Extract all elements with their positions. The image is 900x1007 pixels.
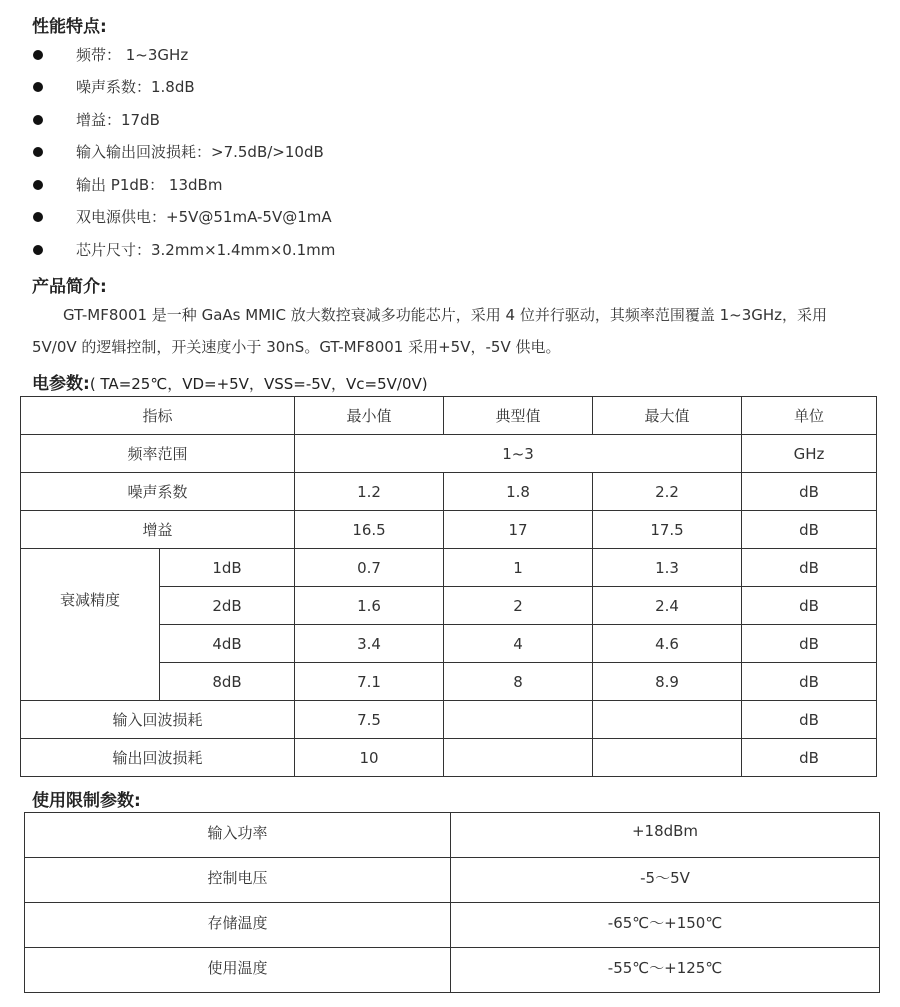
step-cell: 8dB bbox=[160, 663, 295, 701]
header-cell: 典型值 bbox=[444, 397, 593, 435]
unit-cell: dB bbox=[742, 549, 877, 587]
electrical-title: 电参数: bbox=[32, 374, 90, 394]
typ-cell: 8 bbox=[444, 663, 593, 701]
limit-label: 输入功率 bbox=[25, 813, 451, 858]
electrical-table bbox=[20, 396, 877, 777]
max-cell: 4.6 bbox=[593, 625, 742, 663]
param-label: 增益 bbox=[21, 511, 295, 549]
max-cell: 17.5 bbox=[593, 511, 742, 549]
table-row bbox=[25, 813, 880, 858]
min-cell: 16.5 bbox=[295, 511, 444, 549]
intro-paragraph: GT-MF8001 是一种 GaAs MMIC 放大数控衰减多功能芯片，采用 4 位并行驱动，其频率范围覆盖 1~3GHz，采用 5V/0V 的逻辑控制，开关速度小于 30nS。GT-MF8001 采用+5V，-5V 供电。 bbox=[32, 306, 828, 356]
limits-table bbox=[24, 812, 880, 993]
bullet-icon bbox=[33, 212, 43, 222]
table-row bbox=[25, 903, 880, 948]
param-label: 输出回波损耗 bbox=[21, 739, 295, 777]
header-cell: 最小值 bbox=[295, 397, 444, 435]
bullet-icon bbox=[33, 147, 43, 157]
min-cell: 7.5 bbox=[295, 701, 444, 739]
bullet-icon bbox=[33, 82, 43, 92]
table-row bbox=[21, 473, 877, 511]
max-cell: 8.9 bbox=[593, 663, 742, 701]
table-row bbox=[21, 511, 877, 549]
feature-text: 噪声系数：1.8dB bbox=[76, 78, 195, 96]
step-cell: 2dB bbox=[160, 587, 295, 625]
unit-cell: GHz bbox=[742, 435, 877, 473]
table-row bbox=[25, 948, 880, 993]
typ-cell: 17 bbox=[444, 511, 593, 549]
table-row bbox=[21, 701, 877, 739]
min-cell: 10 bbox=[295, 739, 444, 777]
feature-text: 频带： 1~3GHz bbox=[76, 46, 189, 64]
bullet-icon bbox=[33, 180, 43, 190]
table-row bbox=[21, 549, 877, 587]
feature-text: 增益：17dB bbox=[76, 111, 160, 129]
max-cell bbox=[593, 739, 742, 777]
param-label: 噪声系数 bbox=[21, 473, 295, 511]
unit-cell: dB bbox=[742, 739, 877, 777]
typ-cell bbox=[444, 701, 593, 739]
bullet-icon bbox=[33, 50, 43, 60]
param-label: 衰减精度 bbox=[21, 549, 160, 701]
bullet-icon bbox=[33, 115, 43, 125]
table-row bbox=[21, 435, 877, 473]
min-cell: 1.6 bbox=[295, 587, 444, 625]
limit-value: -5～5V bbox=[451, 858, 880, 903]
table-row bbox=[21, 739, 877, 777]
max-cell bbox=[593, 701, 742, 739]
header-cell: 指标 bbox=[21, 397, 295, 435]
table-header-row bbox=[21, 397, 877, 435]
param-value: 1~3 bbox=[295, 435, 742, 473]
typ-cell: 2 bbox=[444, 587, 593, 625]
feature-text: 双电源供电：+5V@51mA-5V@1mA bbox=[76, 208, 332, 226]
unit-cell: dB bbox=[742, 473, 877, 511]
param-label: 输入回波损耗 bbox=[21, 701, 295, 739]
limit-label: 存储温度 bbox=[25, 903, 451, 948]
unit-cell: dB bbox=[742, 587, 877, 625]
typ-cell bbox=[444, 739, 593, 777]
unit-cell: dB bbox=[742, 511, 877, 549]
table-row bbox=[25, 858, 880, 903]
unit-cell: dB bbox=[742, 625, 877, 663]
min-cell: 0.7 bbox=[295, 549, 444, 587]
step-cell: 1dB bbox=[160, 549, 295, 587]
limit-label: 使用温度 bbox=[25, 948, 451, 993]
typ-cell: 4 bbox=[444, 625, 593, 663]
limit-value: +18dBm bbox=[451, 813, 880, 858]
limit-value: -55℃～+125℃ bbox=[451, 948, 880, 993]
max-cell: 2.2 bbox=[593, 473, 742, 511]
min-cell: 1.2 bbox=[295, 473, 444, 511]
test-conditions: ( TA=25℃，VD=+5V，VSS=-5V，Vc=5V/0V) bbox=[89, 375, 428, 393]
limit-label: 控制电压 bbox=[25, 858, 451, 903]
feature-text: 芯片尺寸：3.2mm×1.4mm×0.1mm bbox=[76, 241, 336, 259]
header-cell: 单位 bbox=[742, 397, 877, 435]
bullet-icon bbox=[33, 245, 43, 255]
unit-cell: dB bbox=[742, 701, 877, 739]
param-label: 频率范围 bbox=[21, 435, 295, 473]
min-cell: 3.4 bbox=[295, 625, 444, 663]
header-cell: 最大值 bbox=[593, 397, 742, 435]
limits-heading: 使用限制参数: bbox=[32, 791, 141, 811]
features-heading: 性能特点: bbox=[32, 17, 107, 37]
electrical-heading bbox=[32, 369, 428, 394]
limit-value: -65℃～+150℃ bbox=[451, 903, 880, 948]
step-cell: 4dB bbox=[160, 625, 295, 663]
typ-cell: 1 bbox=[444, 549, 593, 587]
max-cell: 1.3 bbox=[593, 549, 742, 587]
feature-text: 输入输出回波损耗：>7.5dB/>10dB bbox=[76, 143, 324, 161]
unit-cell: dB bbox=[742, 663, 877, 701]
typ-cell: 1.8 bbox=[444, 473, 593, 511]
feature-text: 输出 P1dB： 13dBm bbox=[76, 176, 223, 194]
intro-heading: 产品简介: bbox=[32, 277, 107, 297]
max-cell: 2.4 bbox=[593, 587, 742, 625]
min-cell: 7.1 bbox=[295, 663, 444, 701]
